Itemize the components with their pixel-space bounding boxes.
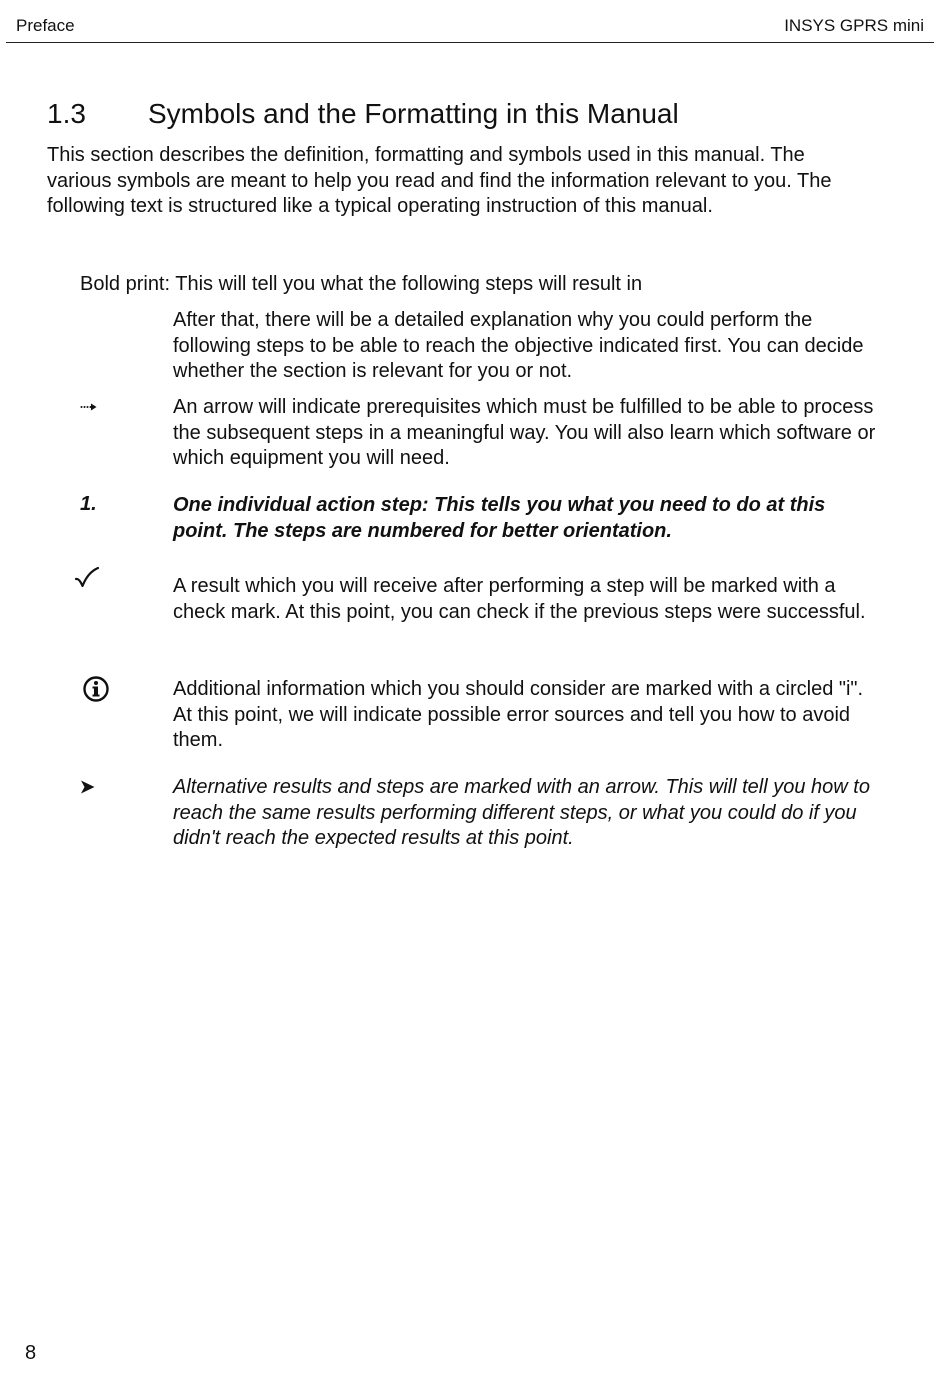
section-title: Symbols and the Formatting in this Manual xyxy=(148,98,679,129)
bold-print-example: Bold print: This will tell you what the following steps will result in xyxy=(80,273,643,295)
result-text: A result which you will receive after performing a step will be marked with a check mark. At this point, you can check if the previous steps were successful. xyxy=(173,575,866,623)
explanation-paragraph: After that, there will be a detailed explanation why you could perform the following steps to be able to reach the objective indicated first. You can decide whether the section is relevant for you or not. xyxy=(173,309,864,383)
dotted-arrow-icon xyxy=(80,400,98,414)
alternative-text: Alternative results and steps are marked with an arrow. This will tell you how to reach the same results performing different steps, or what you could do if you didn't reach the expected results at this point. xyxy=(173,776,870,850)
page-number: 8 xyxy=(25,1342,37,1364)
step-number: 1. xyxy=(80,493,97,515)
info-text: Additional information which you should consider are marked with a circled "i". At this point, we will indicate possible error sources and tell you how to avoid them. xyxy=(173,678,864,752)
arrowhead-icon xyxy=(80,779,96,795)
header-product: INSYS GPRS mini xyxy=(784,16,924,35)
check-mark-icon xyxy=(74,566,100,590)
page-header xyxy=(6,0,934,43)
intro-paragraph: This section describes the definition, formatting and symbols used in this manual. The various symbols are meant to help you read and find the information relevant to you. The following text is structured like a typical operating instruction of this manual. xyxy=(47,144,832,218)
header-chapter: Preface xyxy=(16,16,75,35)
info-circle-icon xyxy=(82,675,110,703)
section-number: 1.3 xyxy=(47,98,86,129)
action-step-text: One individual action step: This tells you what you need to do at this point. The steps are numbered for better orientation. xyxy=(173,494,826,542)
prerequisite-text: An arrow will indicate prerequisites which must be fulfilled to be able to process the subsequent steps in a meaningful way. You will also learn which software or which equipment you will need. xyxy=(173,396,876,470)
